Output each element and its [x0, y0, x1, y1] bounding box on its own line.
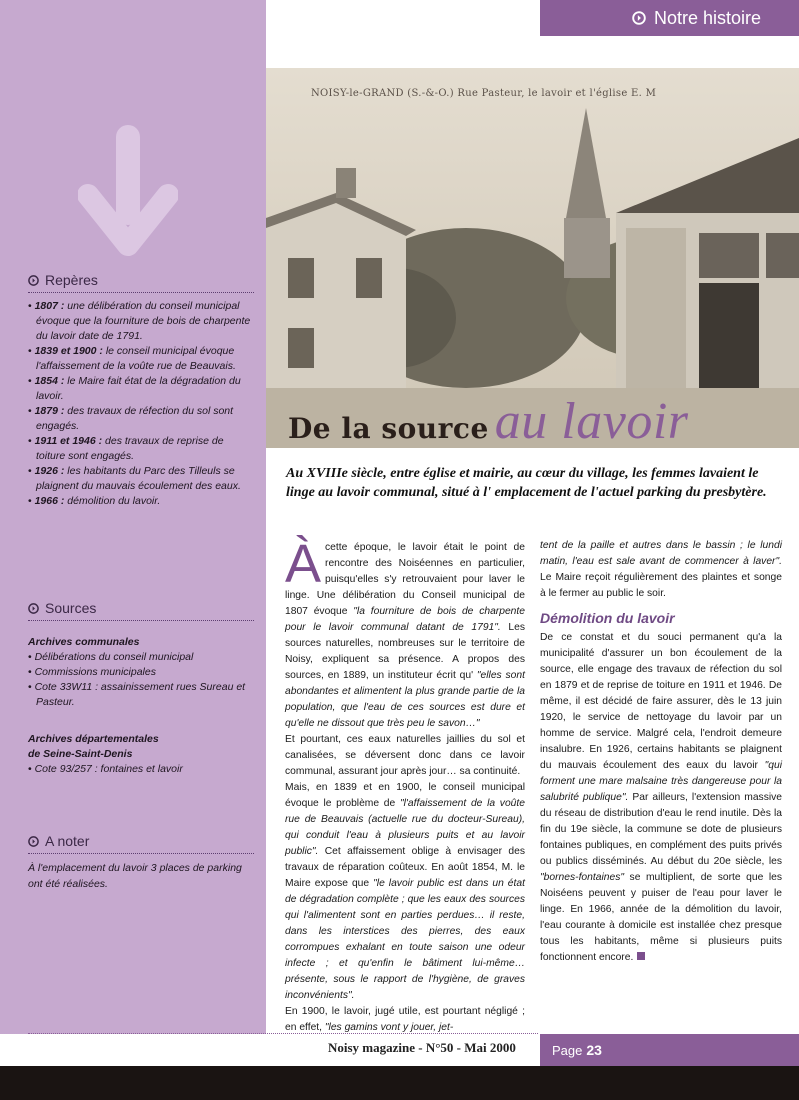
archives-dept-list — [28, 762, 254, 777]
paragraph: Et pourtant, ces eaux naturelles jaillies du sol et canalisées, se déversent donc dans ce lavoir communal, assurant jour après jour… sa continuité. — [285, 734, 525, 777]
historic-photo — [266, 68, 799, 448]
sidebar — [0, 0, 266, 1034]
page-number: 23 — [586, 1042, 602, 1058]
page-title — [288, 392, 689, 451]
archives-dept-title-2: de Seine-Saint-Denis — [28, 748, 133, 760]
list-item: • 1879 : des travaux de réfection du sol sont engagés. — [28, 404, 254, 434]
circle-bullet-icon — [28, 275, 39, 286]
list-item: • 1807 : une délibération du conseil municipal évoque que la fourniture de bois de charpente du lavoir date de 1791. — [28, 299, 254, 344]
page-label: Page — [552, 1042, 583, 1058]
section-heading: Démolition du lavoir — [540, 610, 675, 626]
list-item: • Délibérations du conseil municipal — [28, 650, 254, 665]
list-item: • Cote 93/257 : fontaines et lavoir — [28, 762, 254, 777]
title-main: De la source — [288, 412, 489, 445]
reperes-title: Repères — [45, 272, 98, 288]
circle-bullet-icon — [632, 11, 646, 25]
list-item: • 1911 et 1946 : des travaux de reprise de toiture sont engagés. — [28, 434, 254, 464]
archives-communales-list — [28, 650, 254, 710]
paragraph: tent de la paille et autres dans le bassin ; le lundi matin, l'eau est sale avant de commencer à laver". Le Maire reçoit régulièrement des plaintes et songe à le fermer au public le soir. — [540, 540, 782, 599]
title-accent: au lavoir — [494, 393, 689, 450]
sources-section — [28, 600, 254, 777]
list-item: • 1854 : le Maire fait état de la dégradation du lavoir. — [28, 374, 254, 404]
circle-bullet-icon — [28, 603, 39, 614]
divider — [28, 292, 254, 293]
article-column-1 — [285, 534, 525, 1036]
paragraph: En 1900, le lavoir, jugé utile, est pourtant négligé ; en effet, "les gamins vont y jouer, jet- — [285, 1006, 525, 1033]
circle-bullet-icon — [28, 836, 39, 847]
list-item: • 1966 : démolition du lavoir. — [28, 494, 254, 509]
list-item: • Commissions municipales — [28, 665, 254, 680]
footer-divider — [28, 1033, 538, 1034]
paragraph: De ce constat et du souci permanent qu'a la municipalité d'assurer un bon écoulement de la source, elle engage des travaux de réfection du sol en 1879 et de reprise de toiture en 1911 et 1946. De même, il est décidé de faire assurer, dès le 13 juin 1920, le service de nettoyage du lavoir par un homme de service. Malgré cela, l'endroit demeure insalubre. En 1926, certains habitants se plaignent du mauvais écoulement des eaux du lavoir "qui forment une mare malsaine très dangereuse pour la salubrité publique". Par ailleurs, l'extension massive du réseau de distribution d'eau le rend inutile. Dès la fin du 19e siècle, la commune se dote de plusieurs fontaines publiques, en complément des puits privés ou publics disséminés. Au début du 20e siècle, les "bornes-fontaines" se multiplient, de sorte que les Noiséens peuvent y puiser de l'eau pour laver le linge. En 1966, année de la démolition du lavoir, l'eau courante à domicile est installée chez presque tous les habitants, même si plusieurs puits fonctionnent encore. — [540, 632, 783, 963]
end-mark-icon — [637, 952, 645, 960]
archives-communales-title: Archives communales — [28, 636, 140, 648]
archives-dept-title-1: Archives départementales — [28, 733, 159, 745]
section-tab-label: Notre histoire — [654, 7, 762, 28]
noter-heading — [28, 833, 254, 849]
reperes-section — [28, 272, 254, 509]
lavoir-photo-image — [266, 68, 799, 448]
noter-title: A noter — [45, 833, 90, 849]
noter-section — [28, 833, 254, 892]
reperes-heading — [28, 272, 254, 288]
article-column-2 — [540, 538, 782, 966]
section-tab — [540, 0, 799, 36]
list-item: • 1926 : les habitants du Parc des Tilleuls se plaignent du mauvais écoulement des eaux. — [28, 464, 254, 494]
paragraph: cette époque, le lavoir était le point de rencontre des Noiséennes en particulier, puisqu'elles s'y retrouvaient pour laver le linge. Une délibération du Conseil municipal de 1807 évoque "la fourniture de bois de charpente pour le lavoir communal datant de 1791". Les sources naturelles, nombreuses sur le territoire de Noisy, expliquent sa présence. A propos des sources, en 1889, un instituteur écrit qu' "elles sont abondantes et alimentent la plus grande partie de la population, que l'eau de ces sources est dure et qu'elle ne dissout que très peu le savon…" — [285, 542, 525, 729]
down-arrow-icon — [78, 125, 178, 265]
bottom-band — [0, 1066, 799, 1100]
noter-text: À l'emplacement du lavoir 3 places de parking ont été réalisées. — [28, 862, 242, 890]
divider — [28, 620, 254, 621]
sources-title: Sources — [45, 600, 97, 616]
page-number-tab — [540, 1034, 799, 1066]
list-item: • 1839 et 1900 : le conseil municipal évoque l'affaissement de la voûte rue de Beauvais. — [28, 344, 254, 374]
intro-paragraph: Au XVIIIe siècle, entre église et mairie, au cœur du village, les femmes lavaient le linge au lavoir communal, situé à l' emplacement de l'actuel parking du presbytère. — [286, 466, 767, 500]
paragraph: Mais, en 1839 et en 1900, le conseil municipal évoque le problème de "l'affaissement de la voûte rue de Beauvais (actuelle rue du docteur-Sureau), qui conduit l'eau à plusieurs puits et au lavoir public". Cet affaissement oblige à envisager des travaux de réparation coûteux. En août 1854, M. le Maire expose que "le lavoir public est dans un état de dégradation complète ; que les eaux des sources qui l'alimentent sont en parties perdues… il reste, dans les interstices des pierres, des eaux corrompues exhalant en toute saison une odeur infecte ; et qu'enfin le bâtiment lui-même… présente, sous le rapport de l'hygiène, de graves inconvénients". — [285, 782, 525, 1001]
list-item: • Cote 33W11 : assainissement rues Sureau et Pasteur. — [28, 680, 254, 710]
reperes-list — [28, 299, 254, 509]
drop-cap: À — [285, 534, 322, 594]
sources-heading — [28, 600, 254, 616]
magazine-info: Noisy magazine - N°50 - Mai 2000 — [328, 1040, 516, 1055]
photo-caption: NOISY-le-GRAND (S.-&-O.) Rue Pasteur, le lavoir et l'église E. M — [311, 88, 657, 99]
divider — [28, 853, 254, 854]
